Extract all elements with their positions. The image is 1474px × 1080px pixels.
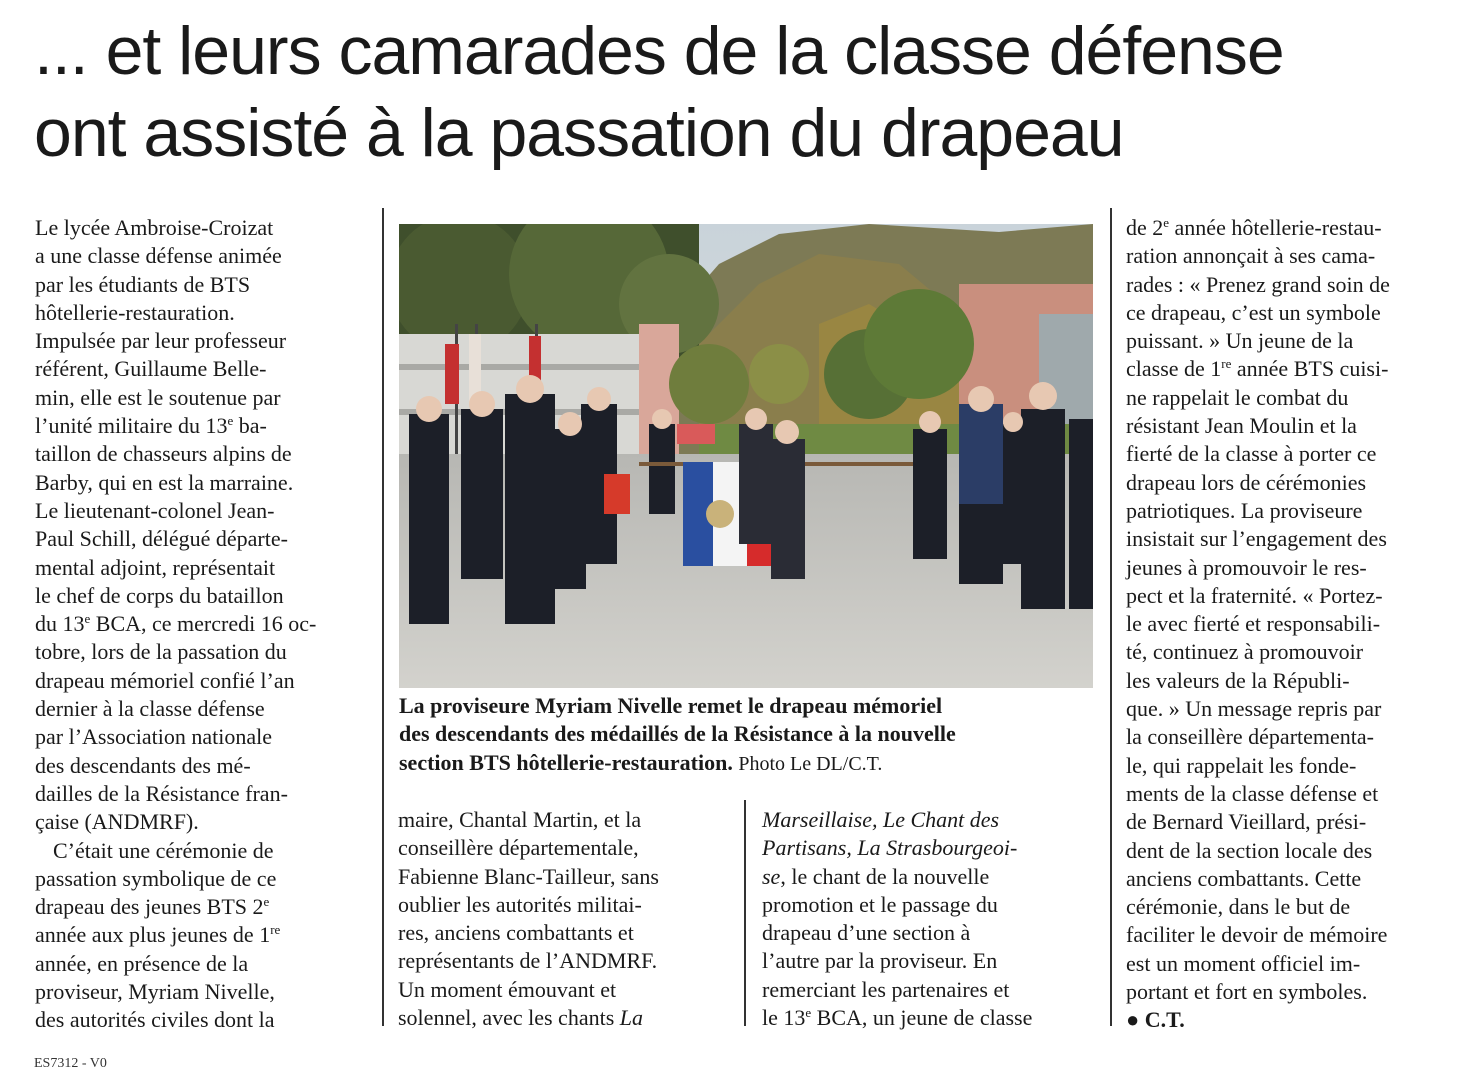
text-line: par les étudiants de BTS	[35, 271, 251, 297]
text-line: cérémonie, dans le but de	[1126, 894, 1351, 920]
text-line: dailles de la Résistance fran-	[35, 780, 288, 806]
text-line: du 13e BCA, ce mercredi 16 oc-	[35, 611, 317, 637]
text-line: des autorités civiles dont la	[35, 1007, 275, 1033]
column-rule	[744, 800, 746, 1026]
column-rule	[382, 208, 384, 1026]
text-line: dent de la section locale des	[1126, 837, 1373, 863]
text-line: drapeau mémoriel confié l’an	[35, 667, 295, 693]
text-line: min, elle est le soutenue par	[35, 384, 281, 410]
text-line: portant et fort en symboles.	[1126, 979, 1368, 1005]
text-line: Un moment émouvant et	[398, 976, 617, 1002]
text-line: la conseillère départementa-	[1126, 724, 1374, 750]
text-line: anciens combattants. Cette	[1126, 865, 1362, 891]
text-line: maire, Chantal Martin, et la	[398, 807, 642, 832]
text-line: Partisans, La Strasbourgeoi-	[762, 835, 1018, 861]
article-column-2	[398, 806, 718, 1032]
text-line: année aux plus jeunes de 1re	[35, 922, 281, 948]
text-line: Impulsée par leur professeur	[35, 328, 287, 354]
text-line: Barby, qui en est la marraine.	[35, 469, 294, 495]
text-line: té, continuez à promouvoir	[1126, 639, 1364, 665]
text-line: C’était une cérémonie de	[53, 837, 274, 863]
headline-line-2: ont assisté à la passation du drapeau	[34, 95, 1124, 171]
author-signature: ● C.T.	[1126, 1007, 1185, 1033]
text-line: de Bernard Vieillard, prési-	[1126, 809, 1367, 835]
text-line: pect et la fraternité. « Portez-	[1126, 582, 1383, 608]
text-line: faciliter le devoir de mémoire	[1126, 922, 1388, 948]
text-line: puissant. » Un jeune de la	[1126, 328, 1354, 354]
text-line: insistait sur l’engagement des	[1126, 526, 1387, 552]
text-line: de 2e année hôtellerie-restau-	[1126, 215, 1382, 240]
text-line: Paul Schill, délégué départe-	[35, 526, 288, 552]
article-column-3	[762, 806, 1092, 1032]
text-line: est un moment officiel im-	[1126, 950, 1361, 976]
caption-line: section BTS hôtellerie-restauration. Photo Le DL/C.T.	[399, 749, 883, 775]
text-line: le 13e BCA, un jeune de classe	[762, 1005, 1033, 1031]
text-line: le avec fierté et responsabili-	[1126, 611, 1381, 637]
text-line: hôtellerie-restauration.	[35, 299, 235, 325]
text-line: année, en présence de la	[35, 950, 249, 976]
text-line: l’unité militaire du 13e ba-	[35, 413, 267, 439]
text-line: conseillère départementale,	[398, 835, 639, 861]
text-line: rades : « Prenez grand soin de	[1126, 271, 1390, 297]
text-line: a une classe défense animée	[35, 243, 282, 269]
text-line: ration annonçait à ses cama-	[1126, 243, 1376, 269]
text-line: représentants de l’ANDMRF.	[398, 948, 658, 974]
text-line: résistant Jean Moulin et la	[1126, 413, 1357, 439]
text-line: l’autre par la proviseur. En	[762, 948, 998, 974]
caption-line: des descendants des médaillés de la Résistance à la nouvelle	[399, 721, 956, 747]
text-line: tobre, lors de la passation du	[35, 639, 287, 665]
text-line: par l’Association nationale	[35, 724, 273, 750]
text-line: que. » Un message repris par	[1126, 696, 1382, 722]
text-line: res, anciens combattants et	[398, 920, 634, 946]
text-line: Fabienne Blanc-Tailleur, sans	[398, 863, 659, 889]
text-line: patriotiques. La proviseure	[1126, 497, 1363, 523]
article-column-4	[1126, 214, 1464, 1035]
text-line: drapeau lors de cérémonies	[1126, 469, 1367, 495]
article-column-1	[35, 214, 365, 1035]
text-line: ne rappelait le combat du	[1126, 384, 1349, 410]
text-line: dernier à la classe défense	[35, 696, 265, 722]
headline-line-1: ... et leurs camarades de la classe défense	[34, 13, 1284, 89]
text-line: ce drapeau, c’est un symbole	[1126, 299, 1381, 325]
text-line: drapeau d’une section à	[762, 920, 971, 946]
text-line: des descendants des mé-	[35, 752, 251, 778]
page-footer: ES7312 - V0	[34, 1056, 107, 1071]
photo-credit: Photo Le DL/C.T.	[738, 752, 883, 775]
text-line: remerciant les partenaires et	[762, 976, 1010, 1002]
text-line: taillon de chasseurs alpins de	[35, 441, 292, 467]
text-line: référent, Guillaume Belle-	[35, 356, 267, 382]
text-line: jeunes à promouvoir le res-	[1126, 554, 1367, 580]
text-line: promotion et le passage du	[762, 891, 998, 917]
headline	[34, 10, 1454, 174]
caption-line: La proviseure Myriam Nivelle remet le drapeau mémoriel	[399, 693, 943, 718]
text-line: ments de la classe défense et	[1126, 780, 1379, 806]
photo-caption	[399, 692, 1099, 778]
text-line: le, qui rappelait les fonde-	[1126, 752, 1357, 778]
text-line: se, le chant de la nouvelle	[762, 863, 990, 889]
text-line: mental adjoint, représentait	[35, 554, 276, 580]
ceremony-photo	[399, 224, 1093, 688]
text-line: Le lycée Ambroise-Croizat	[35, 215, 274, 240]
text-line: proviseur, Myriam Nivelle,	[35, 979, 275, 1005]
text-line: les valeurs de la Républi-	[1126, 667, 1350, 693]
text-line: Marseillaise, Le Chant des	[762, 807, 1000, 832]
text-line: oublier les autorités militai-	[398, 891, 642, 917]
text-line: solennel, avec les chants La	[398, 1005, 644, 1031]
text-line: fierté de la classe à porter ce	[1126, 441, 1377, 467]
text-line: çaise (ANDMRF).	[35, 809, 199, 835]
text-line: classe de 1re année BTS cuisi-	[1126, 356, 1389, 382]
text-line: Le lieutenant-colonel Jean-	[35, 497, 275, 523]
text-line: drapeau des jeunes BTS 2e	[35, 894, 270, 920]
column-rule	[1110, 208, 1112, 1026]
text-line: passation symbolique de ce	[35, 865, 277, 891]
text-line: le chef de corps du bataillon	[35, 582, 284, 608]
